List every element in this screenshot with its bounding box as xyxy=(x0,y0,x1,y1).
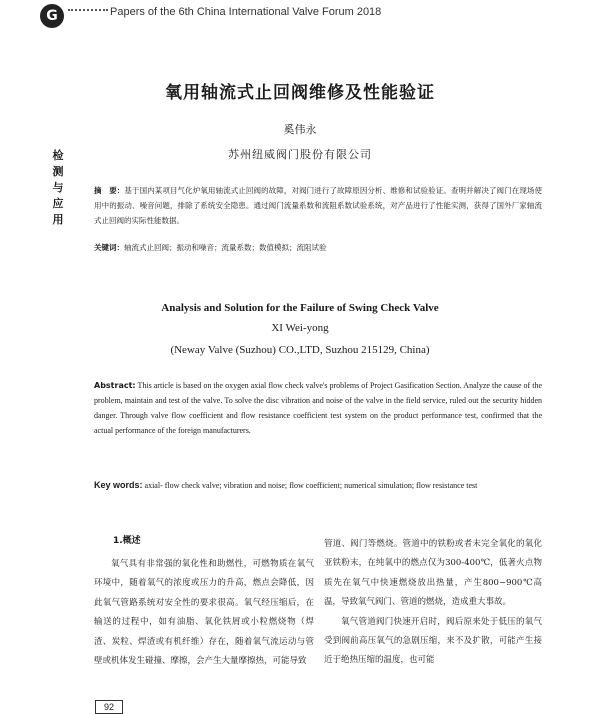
author-cn: 奚伟永 xyxy=(283,123,317,136)
abstract-cn-label: 摘 要： xyxy=(94,186,125,195)
running-head: Papers of the 6th China International Valve Forum 2018 xyxy=(110,6,382,18)
abstract-cn xyxy=(94,183,542,228)
forum-logo-icon: G xyxy=(40,4,64,28)
paper-title-en: Analysis and Solution for the Failure of Swing Check Valve xyxy=(161,302,439,314)
abstract-en xyxy=(94,378,542,438)
organization-cn: 苏州纽威阀门股份有限公司 xyxy=(228,148,372,161)
keywords-en-text: axial- flow check valve; vibration and noise; flow coefficient; numerical simulation; flow resistance test xyxy=(144,481,478,490)
side-label-char: 测 xyxy=(52,165,64,178)
keywords-cn xyxy=(94,242,542,253)
side-label-char: 用 xyxy=(52,213,64,226)
body-paragraph: 管道、阀门等燃烧。管道中的铁粉或者未完全氧化的氧化亚铁粉末，在纯氧中的燃点仅为300-400℃，低著火点物质先在氧气中快速燃烧放出热量，产生800~900℃高温，导致氧气阀门、管道的燃烧，造成重大事故。 xyxy=(324,539,542,608)
abstract-en-text: This article is based on the oxygen axial flow check valve's problems of Project Gasification Section. Analyze the cause of the problem, maintain and test of the valve. To solve the disc vibration and noise of the valve in the field service, ruled out the security hidden danger. Through valve flow coefficient and flow resistance coefficient test system on the product performance test, confirmed that the actual performance of the foreign manufacturers. xyxy=(94,381,543,435)
author-en: XI Wei-yong xyxy=(271,322,329,334)
abstract-en-label: Abstract: xyxy=(94,381,136,390)
side-label-char: 与 xyxy=(52,181,64,194)
section-heading: 1.概述 xyxy=(113,536,141,546)
keywords-en-label: Key words: xyxy=(94,480,143,490)
keywords-cn-label: 关键词： xyxy=(94,243,124,252)
side-label-char: 应 xyxy=(52,197,64,210)
body-paragraph: 氧气管道阀门快速开启时，阀后原来处于低压的氧气受到阀前高压氧气的急剧压缩，来不及扩散，可能产生接近于绝热压缩的温度，也可能 xyxy=(324,616,542,666)
keywords-en xyxy=(94,478,542,493)
affiliation-en: (Neway Valve (Suzhou) CO.,LTD, Suzhou 215129, China) xyxy=(170,344,430,356)
header-divider xyxy=(68,9,108,11)
keywords-cn-text: 轴流式止回阀；振动和噪音；流量系数；数值模拟；流阻试验 xyxy=(124,243,327,252)
body-column-left xyxy=(94,555,314,671)
body-paragraph: 氧气具有非常强的氧化性和助燃性，可燃物质在氧气环境中，随着氧气的浓度或压力的升高，燃点会降低，因此氧气管路系统对安全性的要求很高。氧气经压缩后，在输送的过程中，如有油脂、氧化铁屑或小粒燃烧物（焊渣、炭粒、焊渣或有机纤维）存在，随着氧气流运动与管壁或机体发生碰撞、摩擦，会产生大量摩擦热，可能导致 xyxy=(94,559,314,667)
page-number: 92 xyxy=(95,700,123,714)
paper-title-cn: 氧用轴流式止回阀维修及性能验证 xyxy=(165,83,435,103)
side-label-char: 检 xyxy=(52,149,64,162)
abstract-cn-text: 基于国内某项目气化炉氧用轴流式止回阀的故障，对阀门进行了故障原因分析、维修和试验验证。查明并解决了阀门在现场使用中的振动、噪音问题，排除了系统安全隐患。通过阀门流量系数和流阻系数试验系统，对产品进行了性能实测，获得了国外厂家轴流式止回阀的实际性能数据。 xyxy=(94,186,543,225)
body-column-right xyxy=(324,535,542,671)
